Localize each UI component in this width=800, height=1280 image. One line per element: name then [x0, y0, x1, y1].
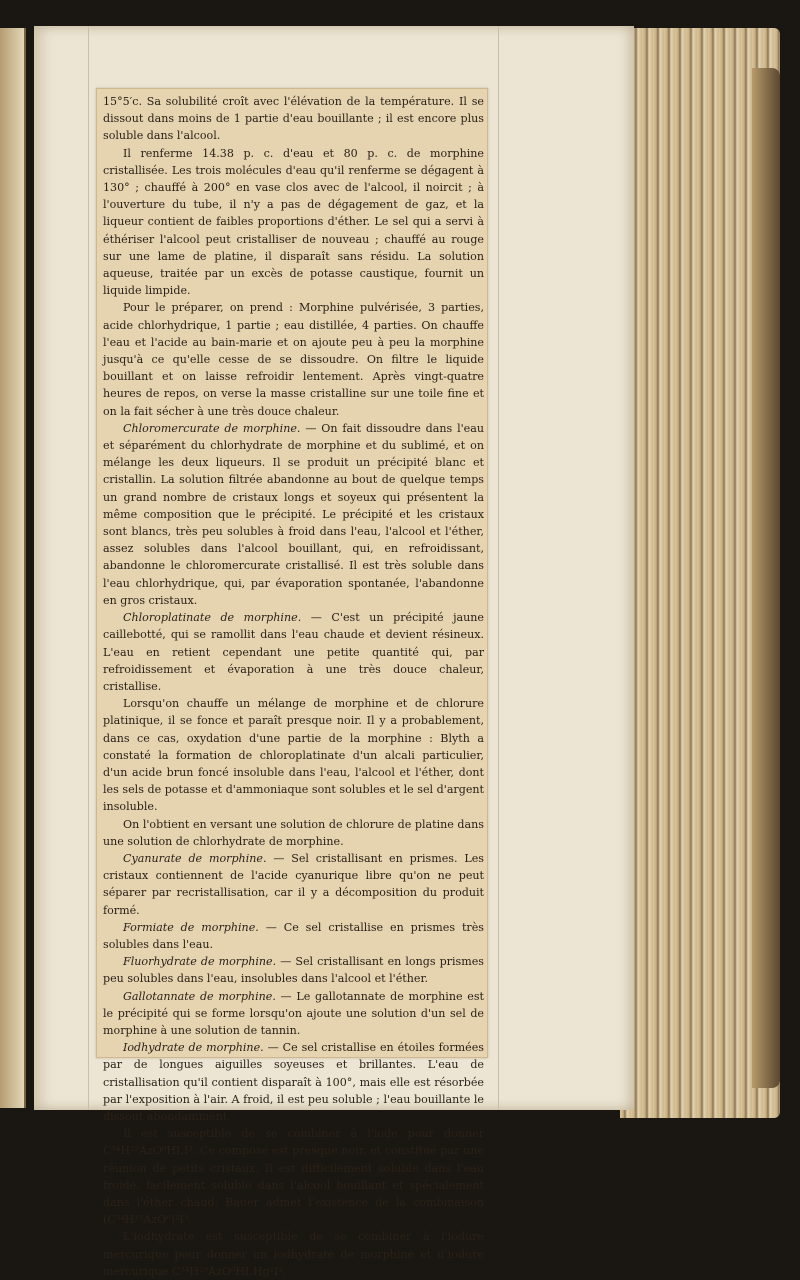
paragraph — [103, 816, 484, 850]
paragraph — [103, 609, 484, 695]
margin-rule-left — [88, 26, 89, 1110]
paragraph-text: — On fait dissoudre dans l'eau et séparément du chlorhydrate de morphine et du sublimé, et on mélange les deux liqueurs. Il se produit un précipité blanc et cristallin. La solution filtrée abandonne au bout de quelque temps un grand nombre de cristaux longs et soyeux qui présentent la même composition que le précipité. Le précipité et les cristaux sont blancs, très peu solubles à froid dans l'eau, l'alcool et l'éther, assez solubles dans l'alcool bouillant, qui, en refroidissant, abandonne le chloromercurate cristallisé. Il est très soluble dans l'eau chlorhydrique, qui, par évaporation spontanée, l'abandonne en gros cristaux. — [103, 421, 484, 607]
section-heading: Fluorhydrate de morphine. — [123, 955, 277, 969]
paragraph — [103, 1125, 484, 1228]
book-cover-edge — [752, 68, 780, 1088]
previous-page-edge — [0, 28, 26, 1108]
paragraph-text: — Le gallotannate de morphine est le précipité qui se forme lorsqu'on ajoute une solution d'un sel de morphine à une solution de tannin. — [103, 989, 484, 1037]
paragraph — [103, 299, 484, 419]
section-heading: Cyanurate de morphine. — [123, 851, 267, 865]
paragraph-text: Lorsqu'on chauffe un mélange de morphine et de chlorure platinique, il se fonce et paraît presque noir. Il y a probablement, dans ce cas, oxydation d'une partie de la morphine : Blyth a constaté la formation de chloroplatinate d'un alcali particulier, d'un acide brun foncé insoluble dans l'eau, l'alcool et l'éther, dont les sels de potasse et d'ammoniaque sont solubles et le sel d'argent insoluble. — [103, 697, 484, 814]
section-heading: Iodhydrate de morphine. — [123, 1041, 264, 1055]
section-heading: Formiate de morphine. — [123, 920, 259, 934]
section-heading: Chloromercurate de morphine. — [123, 421, 301, 435]
paragraph — [103, 953, 484, 987]
paragraph — [103, 695, 484, 815]
paragraph-text: 15°5′c. Sa solubilité croît avec l'élévation de la température. Il se dissout dans moins de 1 partie d'eau bouillante ; il est encore plus soluble dans l'alcool. — [103, 95, 484, 143]
paragraph — [103, 420, 484, 609]
paragraph — [103, 93, 484, 145]
section-heading: Gallotannate de morphine. — [123, 989, 276, 1003]
paragraph — [103, 919, 484, 953]
paragraph-text: — Ce sel cristallise en prismes très solubles dans l'eau. — [103, 920, 484, 951]
page-stack-edge — [620, 28, 780, 1118]
paragraph-text: Il renferme 14.38 p. c. d'eau et 80 p. c. de morphine cristallisée. Les trois molécules d'eau qu'il renferme se dégagent à 130° ; chauffé à 200° en vase clos avec de l'alcool, il noircit ; à l'ouverture du tube, il n'y a pas de dégagement de gaz, et la liqueur contient de faibles proportions d'éther. Le sel qui a servi à éthériser l'alcool peut cristalliser de nouveau ; chauffé au rouge sur une lame de platine, il disparaît sans résidu. La solution aqueuse, traitée par un excès de potasse caustique, fournit un liquide limpide. — [103, 146, 484, 298]
paragraph — [103, 145, 484, 300]
paragraph — [103, 1228, 484, 1280]
margin-rule-right — [498, 26, 499, 1110]
paragraph-text: Il est susceptible de se combiner à l'iode pour donner C³⁴H¹⁹AzO⁶HI,I³. Ce composé est presque noir, et constitué par une réunion de petits cristaux. Il est difficilement soluble dans l'eau froide, facilement soluble dans l'alcool bouillant et spécialement dans l'éther chaud. Bauer admet l'existence de la combinaison (C³⁴H¹⁹AzO⁶)²I³. — [103, 1127, 484, 1227]
paragraph-text: On l'obtient en versant une solution de chlorure de platine dans une solution de chlorhydrate de morphine. — [103, 817, 484, 848]
paragraph-text: — C'est un précipité jaune caillebotté, qui se ramollit dans l'eau chaude et devient résineux. L'eau en retient cependant une petite quantité qui, par refroidissement et évaporation à une très douce chaleur, cristallise. — [103, 611, 484, 693]
paragraph-text: — Sel cristallisant en prismes. Les cristaux contiennent de l'acide cyanurique libre qu'on ne peut séparer par recristallisation, car il y a décomposition du produit formé. — [103, 851, 484, 917]
paragraph-text: — Ce sel cristallise en étoiles formées par de longues aiguilles soyeuses et brillantes. L'eau de cristallisation qu'il contient disparaît à 100°, mais elle est résorbée par l'exposition à l'air. A froid, il est peu soluble ; l'eau bouillante le dissout abondamment. — [103, 1041, 484, 1123]
paragraph — [103, 1039, 484, 1125]
section-heading: Chloroplatinate de morphine. — [123, 611, 302, 625]
pasted-text-clipping — [96, 88, 488, 1278]
paragraph-text: Pour le préparer, on prend : Morphine pulvérisée, 3 parties, acide chlorhydrique, 1 partie ; eau distillée, 4 parties. On chauffe l'eau et l'acide au bain-marie et on ajoute peu à peu la morphine jusqu'à ce qu'elle cesse de se dissoudre. On filtre le liquide bouillant et on laisse refroidir lentement. Après vingt-quatre heures de repos, on verse la masse cristalline sur une toile fine et on la fait sécher à une très douce chaleur. — [103, 301, 484, 418]
paragraph — [103, 850, 484, 919]
paragraph — [103, 988, 484, 1040]
paragraph-text: L'iodhydrate est susceptible de se combiner à l'iodure mercurique pour donner un iodhydrate de morphine et d'iodure mercurique C³⁴H¹⁹AzO⁶HI,Hg²I². — [103, 1230, 484, 1278]
paragraph-text: — Sel cristallisant en longs prismes peu solubles dans l'eau, insolubles dans l'alcool et l'éther. — [103, 955, 484, 986]
